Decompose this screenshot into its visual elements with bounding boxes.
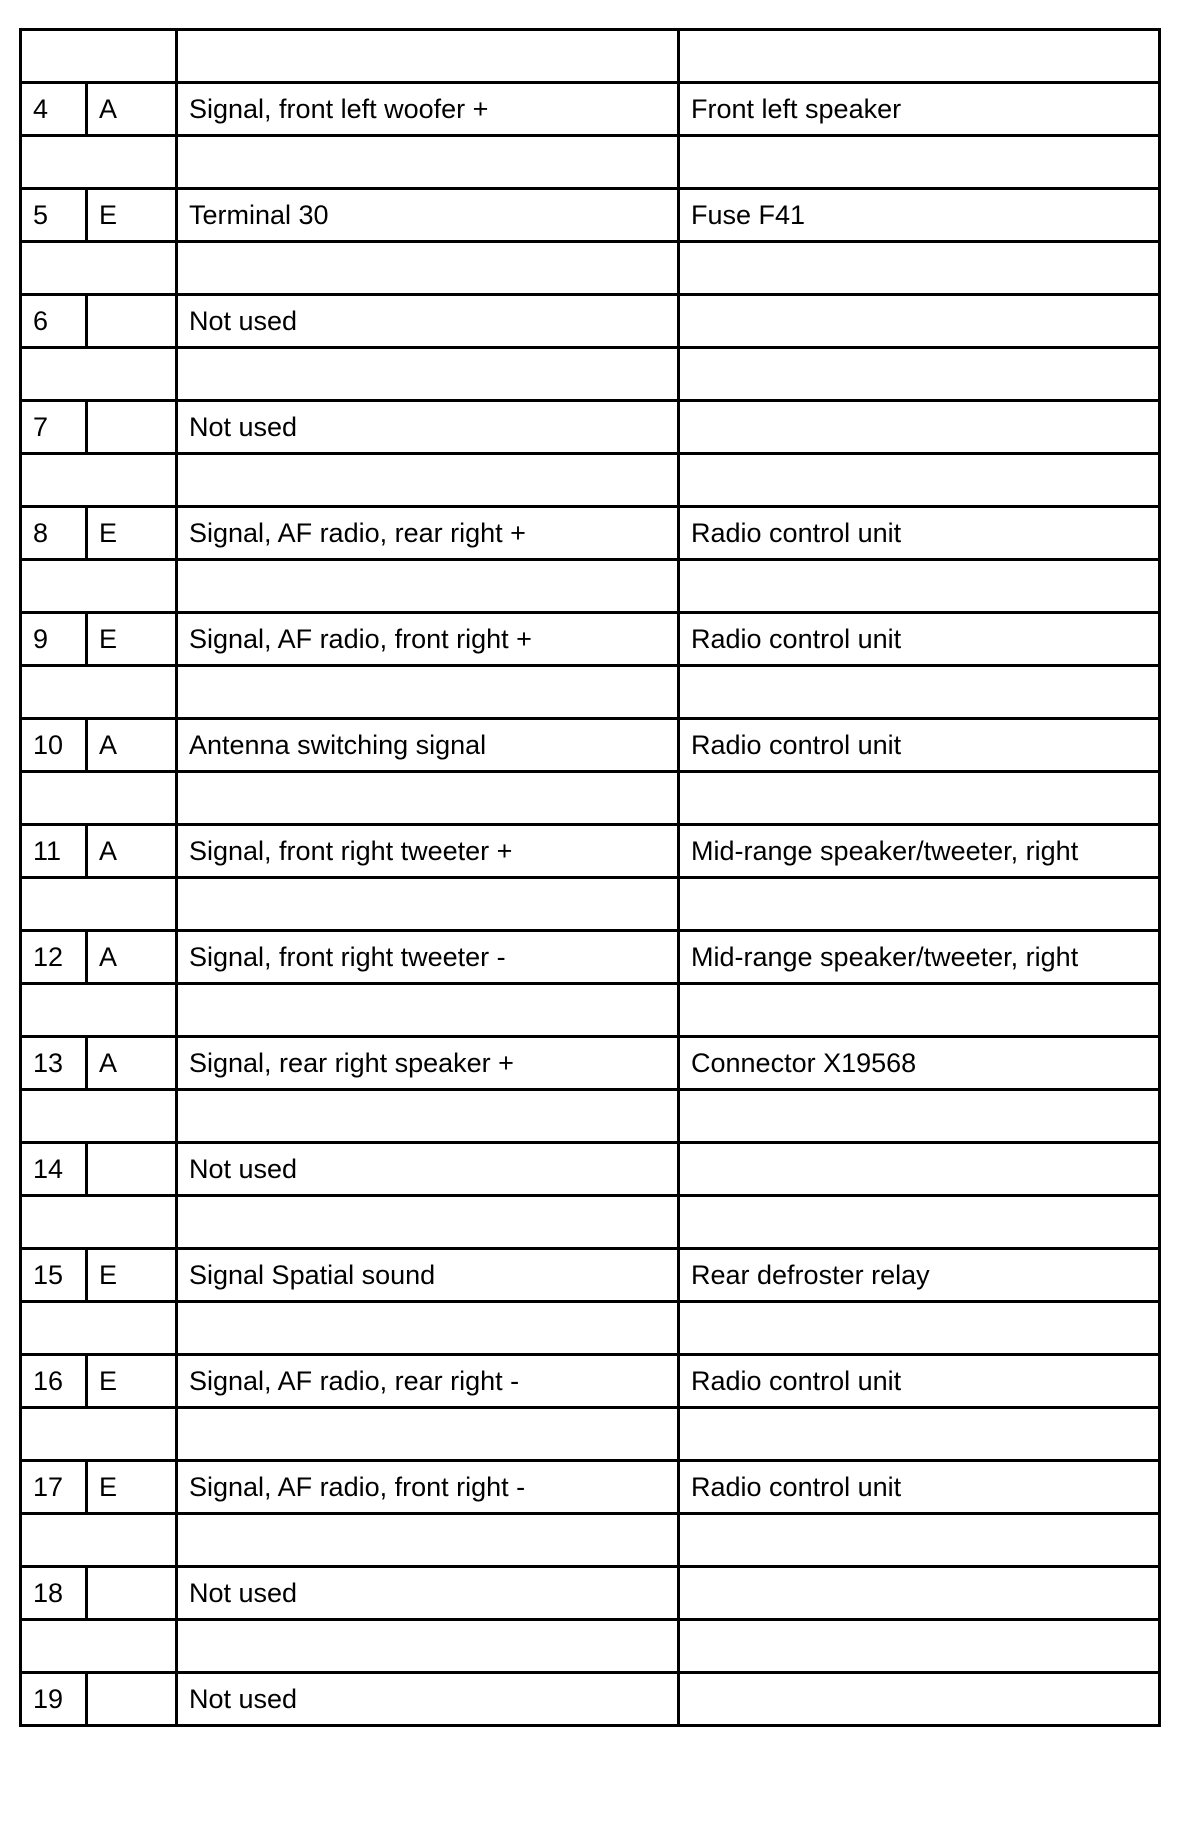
direction-cell: A <box>87 825 177 878</box>
table-row <box>21 1461 1160 1514</box>
spacer-row <box>21 560 1160 613</box>
direction-cell: A <box>87 83 177 136</box>
connection-cell: Front left speaker <box>679 83 1160 136</box>
pin-number-cell: 15 <box>21 1249 87 1302</box>
description-cell: Signal, front left woofer + <box>177 83 679 136</box>
spacer-cell <box>177 984 679 1037</box>
pin-number-cell: 13 <box>21 1037 87 1090</box>
spacer-cell <box>679 1302 1160 1355</box>
connection-cell: Rear defroster relay <box>679 1249 1160 1302</box>
pin-number-cell: 5 <box>21 189 87 242</box>
spacer-cell <box>21 666 177 719</box>
description-cell: Not used <box>177 401 679 454</box>
spacer-cell <box>177 878 679 931</box>
direction-cell: E <box>87 1461 177 1514</box>
description-cell: Signal, AF radio, rear right + <box>177 507 679 560</box>
connection-cell: Connector X19568 <box>679 1037 1160 1090</box>
spacer-row <box>21 242 1160 295</box>
connection-cell: Radio control unit <box>679 1355 1160 1408</box>
spacer-row <box>21 136 1160 189</box>
spacer-cell <box>679 348 1160 401</box>
direction-cell <box>87 1567 177 1620</box>
connection-cell <box>679 295 1160 348</box>
spacer-row <box>21 1408 1160 1461</box>
spacer-cell <box>21 454 177 507</box>
spacer-cell <box>177 1196 679 1249</box>
table-row <box>21 1143 1160 1196</box>
description-cell: Signal, AF radio, front right - <box>177 1461 679 1514</box>
description-cell: Not used <box>177 1673 679 1726</box>
spacer-cell <box>21 348 177 401</box>
spacer-row <box>21 878 1160 931</box>
direction-cell: A <box>87 1037 177 1090</box>
spacer-cell <box>177 136 679 189</box>
spacer-cell <box>21 242 177 295</box>
spacer-cell <box>679 984 1160 1037</box>
connection-cell <box>679 1567 1160 1620</box>
spacer-cell <box>679 1090 1160 1143</box>
spacer-cell <box>21 560 177 613</box>
description-cell: Signal, rear right speaker + <box>177 1037 679 1090</box>
spacer-row <box>21 1302 1160 1355</box>
connection-cell: Radio control unit <box>679 1461 1160 1514</box>
pin-number-cell: 6 <box>21 295 87 348</box>
direction-cell: E <box>87 1355 177 1408</box>
pin-assignment-table <box>19 28 1161 1727</box>
spacer-row <box>21 984 1160 1037</box>
table-row <box>21 931 1160 984</box>
description-cell: Signal Spatial sound <box>177 1249 679 1302</box>
direction-cell: E <box>87 189 177 242</box>
spacer-row <box>21 772 1160 825</box>
table-body <box>21 30 1160 1726</box>
description-cell: Signal, AF radio, front right + <box>177 613 679 666</box>
spacer-cell <box>21 1514 177 1567</box>
spacer-row <box>21 454 1160 507</box>
spacer-cell <box>679 666 1160 719</box>
table-row <box>21 825 1160 878</box>
direction-cell: E <box>87 613 177 666</box>
spacer-cell <box>177 560 679 613</box>
description-cell: Signal, front right tweeter - <box>177 931 679 984</box>
connection-cell: Radio control unit <box>679 613 1160 666</box>
table-row <box>21 613 1160 666</box>
table-row <box>21 189 1160 242</box>
connection-cell <box>679 1673 1160 1726</box>
table-row <box>21 1249 1160 1302</box>
pin-number-cell: 12 <box>21 931 87 984</box>
spacer-cell <box>679 1620 1160 1673</box>
spacer-cell <box>177 1090 679 1143</box>
spacer-cell <box>177 1620 679 1673</box>
table-row <box>21 1037 1160 1090</box>
direction-cell: E <box>87 1249 177 1302</box>
description-cell: Terminal 30 <box>177 189 679 242</box>
spacer-cell <box>177 242 679 295</box>
spacer-cell <box>21 772 177 825</box>
spacer-cell <box>679 1514 1160 1567</box>
pin-number-cell: 19 <box>21 1673 87 1726</box>
direction-cell <box>87 295 177 348</box>
pin-number-cell: 14 <box>21 1143 87 1196</box>
spacer-cell <box>21 1408 177 1461</box>
pin-number-cell: 10 <box>21 719 87 772</box>
description-cell: Antenna switching signal <box>177 719 679 772</box>
spacer-cell <box>177 348 679 401</box>
spacer-row <box>21 1196 1160 1249</box>
spacer-cell <box>679 1408 1160 1461</box>
pin-number-cell: 18 <box>21 1567 87 1620</box>
table-row <box>21 1673 1160 1726</box>
table-row <box>21 1355 1160 1408</box>
spacer-cell <box>21 984 177 1037</box>
table-row <box>21 401 1160 454</box>
direction-cell: A <box>87 719 177 772</box>
table-row <box>21 719 1160 772</box>
spacer-row <box>21 348 1160 401</box>
connection-cell: Mid-range speaker/tweeter, right <box>679 825 1160 878</box>
spacer-cell <box>21 136 177 189</box>
description-cell: Not used <box>177 295 679 348</box>
spacer-cell <box>21 1302 177 1355</box>
spacer-cell <box>21 30 177 83</box>
spacer-row <box>21 30 1160 83</box>
spacer-cell <box>679 560 1160 613</box>
description-cell: Signal, AF radio, rear right - <box>177 1355 679 1408</box>
connection-cell <box>679 401 1160 454</box>
spacer-cell <box>21 1196 177 1249</box>
spacer-cell <box>679 1196 1160 1249</box>
spacer-row <box>21 1514 1160 1567</box>
direction-cell: A <box>87 931 177 984</box>
connection-cell: Fuse F41 <box>679 189 1160 242</box>
spacer-row <box>21 666 1160 719</box>
pin-number-cell: 8 <box>21 507 87 560</box>
spacer-row <box>21 1620 1160 1673</box>
pin-number-cell: 17 <box>21 1461 87 1514</box>
description-cell: Signal, front right tweeter + <box>177 825 679 878</box>
description-cell: Not used <box>177 1143 679 1196</box>
spacer-row <box>21 1090 1160 1143</box>
direction-cell: E <box>87 507 177 560</box>
connection-cell <box>679 1143 1160 1196</box>
spacer-cell <box>177 772 679 825</box>
spacer-cell <box>177 666 679 719</box>
spacer-cell <box>679 30 1160 83</box>
spacer-cell <box>21 878 177 931</box>
spacer-cell <box>177 1514 679 1567</box>
table-row <box>21 83 1160 136</box>
connection-cell: Radio control unit <box>679 719 1160 772</box>
pin-number-cell: 11 <box>21 825 87 878</box>
direction-cell <box>87 401 177 454</box>
spacer-cell <box>679 242 1160 295</box>
pin-number-cell: 4 <box>21 83 87 136</box>
direction-cell <box>87 1673 177 1726</box>
direction-cell <box>87 1143 177 1196</box>
connection-cell: Radio control unit <box>679 507 1160 560</box>
spacer-cell <box>679 772 1160 825</box>
pin-number-cell: 9 <box>21 613 87 666</box>
spacer-cell <box>679 454 1160 507</box>
spacer-cell <box>21 1620 177 1673</box>
pin-number-cell: 16 <box>21 1355 87 1408</box>
description-cell: Not used <box>177 1567 679 1620</box>
spacer-cell <box>177 30 679 83</box>
spacer-cell <box>679 878 1160 931</box>
connection-cell: Mid-range speaker/tweeter, right <box>679 931 1160 984</box>
spacer-cell <box>177 1408 679 1461</box>
spacer-cell <box>679 136 1160 189</box>
spacer-cell <box>177 1302 679 1355</box>
pin-number-cell: 7 <box>21 401 87 454</box>
spacer-cell <box>177 454 679 507</box>
table-row <box>21 1567 1160 1620</box>
spacer-cell <box>21 1090 177 1143</box>
table-row <box>21 295 1160 348</box>
table-row <box>21 507 1160 560</box>
